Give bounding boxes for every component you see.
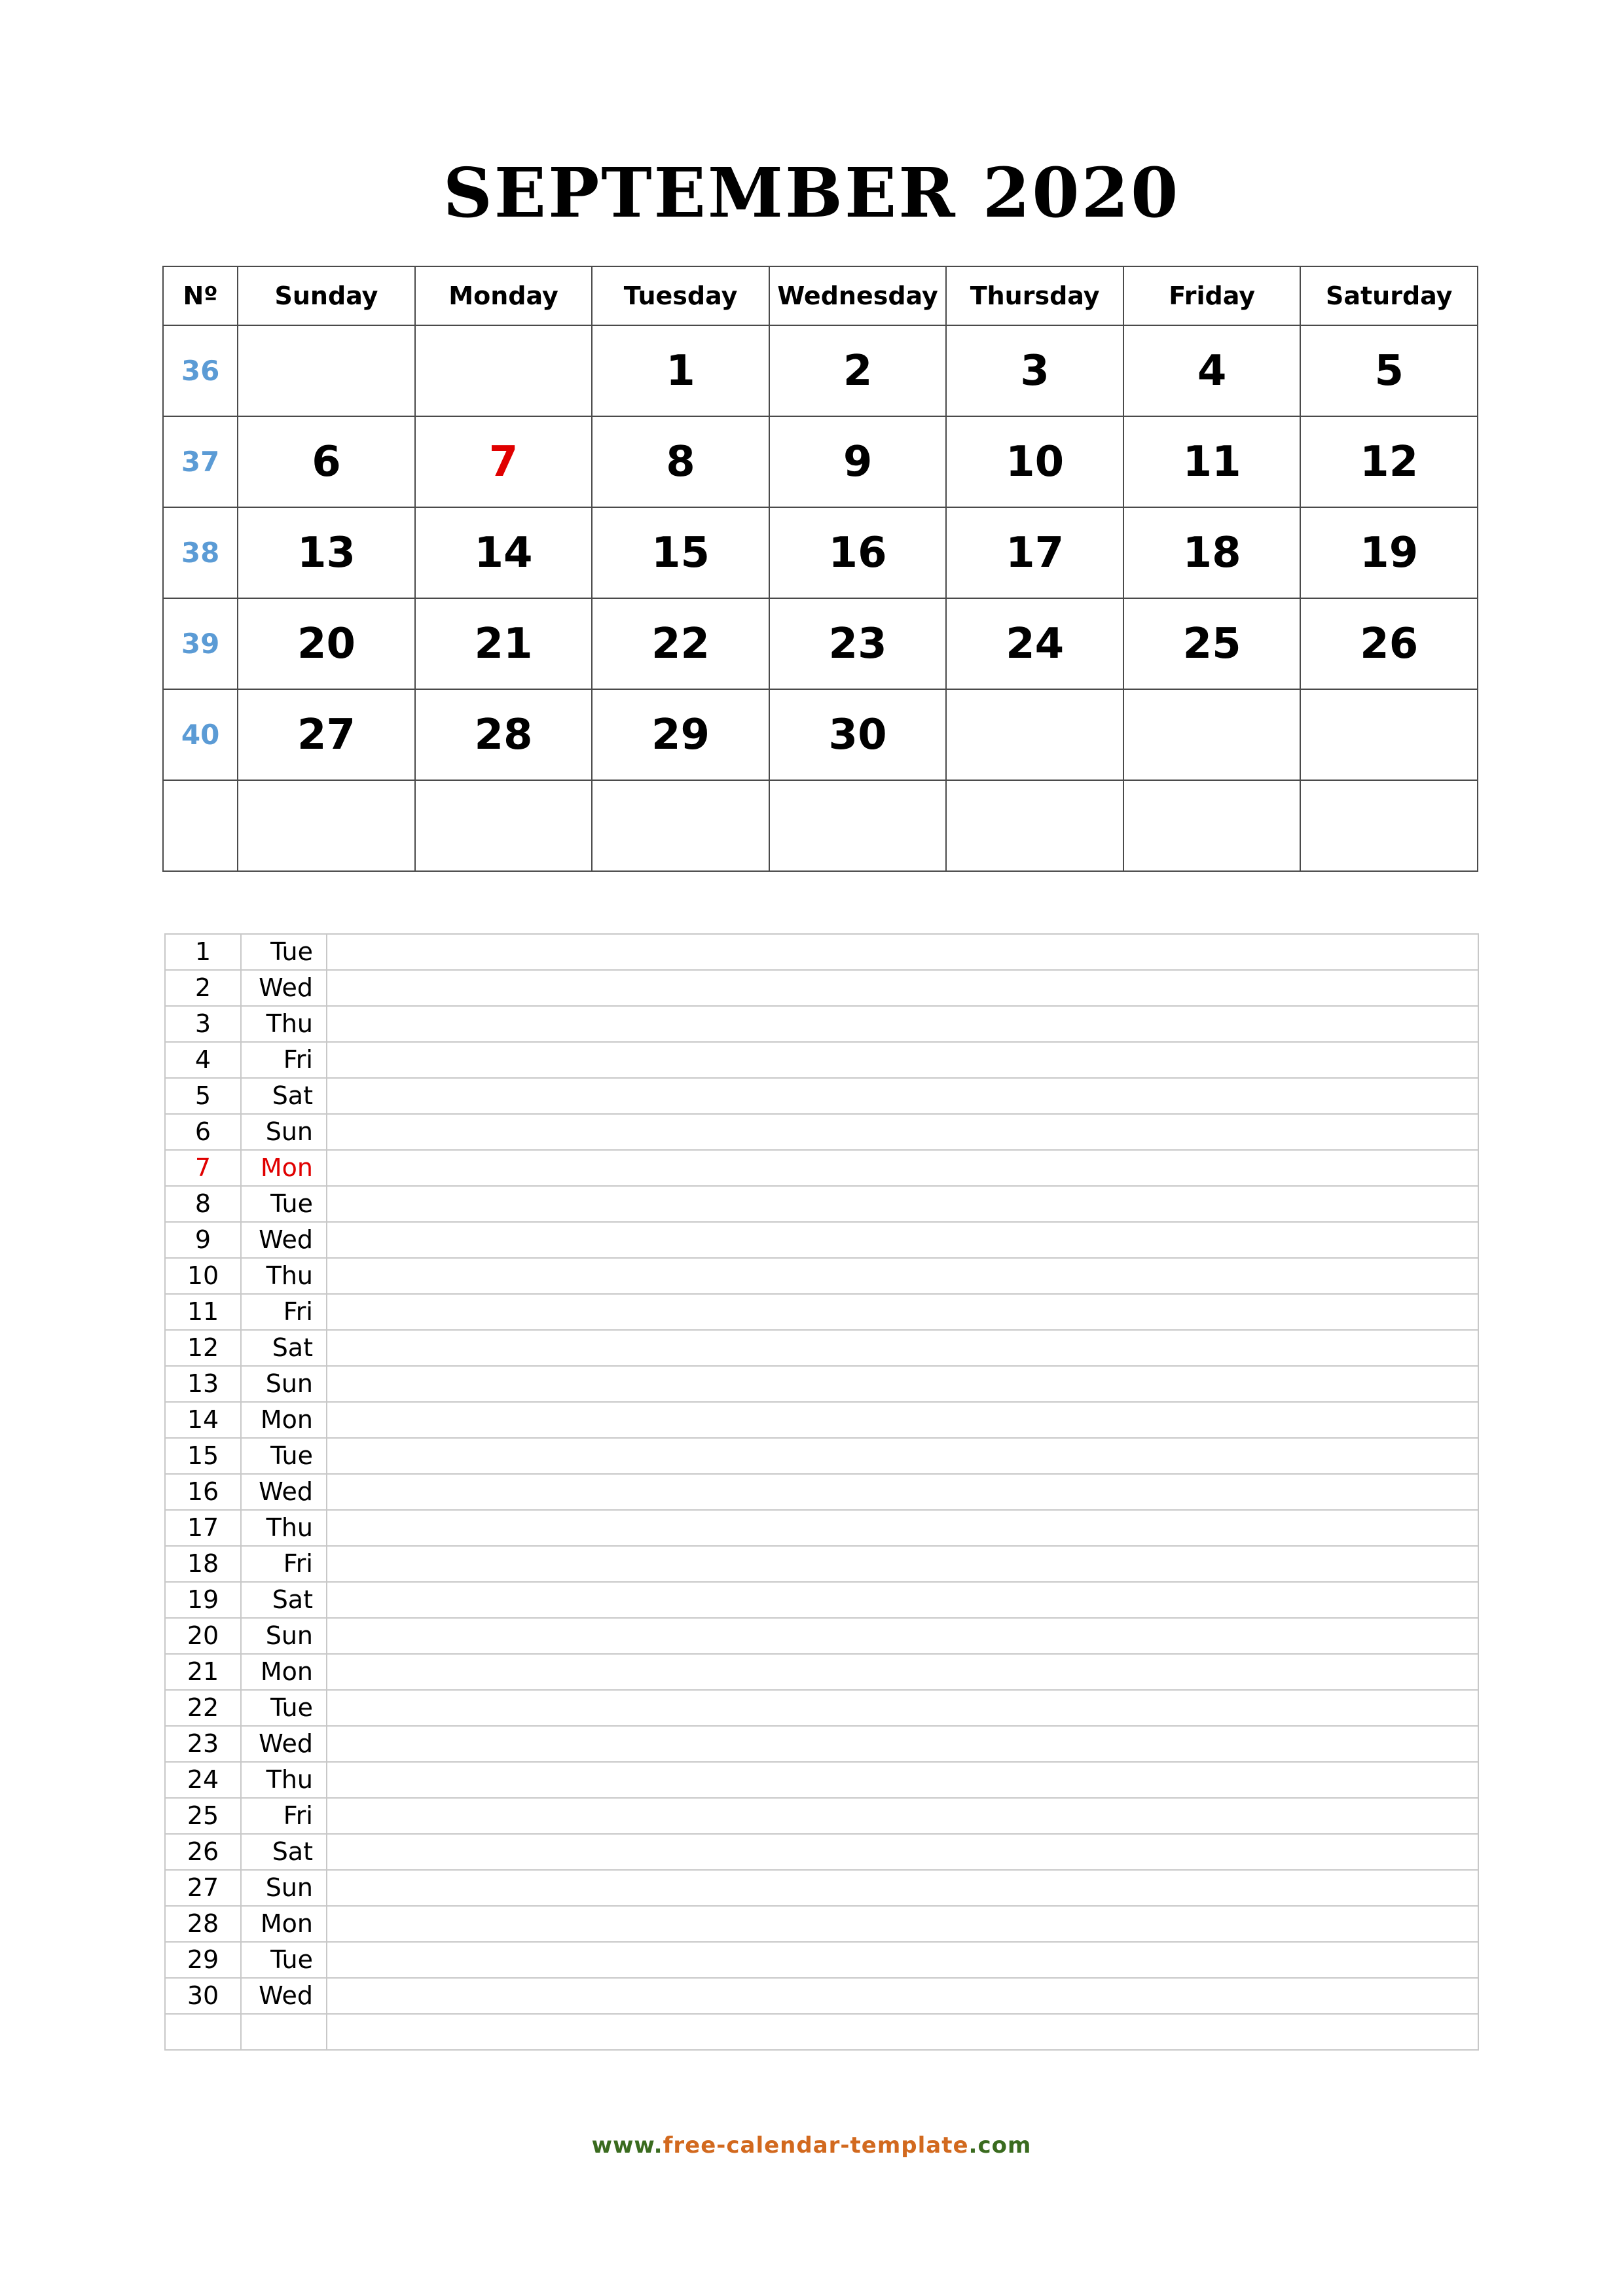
day-list-weekday: Wed: [241, 1978, 327, 2014]
day-list-weekday: Sat: [241, 1834, 327, 1870]
day-list-row: [165, 1366, 1478, 1402]
week-row: [163, 416, 1478, 507]
day-list-note-cell[interactable]: [327, 1762, 1478, 1798]
day-list-row: [165, 1222, 1478, 1258]
day-cell: 6: [238, 416, 415, 507]
day-cell: 12: [1300, 416, 1478, 507]
day-list-weekday: Tue: [241, 1186, 327, 1222]
month-grid: [162, 266, 1478, 872]
week-row: [163, 598, 1478, 689]
day-list-row: [165, 1762, 1478, 1798]
day-cell: [238, 780, 415, 871]
day-cell: 9: [769, 416, 947, 507]
week-number-header: Nº: [163, 266, 238, 325]
day-cell: [415, 780, 593, 871]
day-list-weekday: Tue: [241, 934, 327, 970]
day-list-number: [165, 2014, 241, 2050]
day-list-row: [165, 1654, 1478, 1690]
day-list-number: 13: [165, 1366, 241, 1402]
day-list-note-cell[interactable]: [327, 1510, 1478, 1546]
day-list-number: 4: [165, 1042, 241, 1078]
day-list-note-cell[interactable]: [327, 1366, 1478, 1402]
day-list-weekday: Wed: [241, 970, 327, 1006]
day-cell: [1123, 689, 1301, 780]
day-list-row: [165, 1546, 1478, 1582]
day-cell: 10: [946, 416, 1123, 507]
day-list-row: [165, 1906, 1478, 1942]
day-list-note-cell[interactable]: [327, 934, 1478, 970]
day-cell: 20: [238, 598, 415, 689]
day-list-weekday: Fri: [241, 1546, 327, 1582]
day-list-number: 25: [165, 1798, 241, 1834]
day-list-row: [165, 1582, 1478, 1618]
day-list-row: [165, 1006, 1478, 1042]
day-list-row: [165, 1798, 1478, 1834]
day-cell: 13: [238, 507, 415, 598]
day-list-note-cell[interactable]: [327, 1870, 1478, 1906]
day-list-note-cell[interactable]: [327, 1438, 1478, 1474]
day-list-note-cell[interactable]: [327, 1798, 1478, 1834]
day-list-note-cell[interactable]: [327, 1114, 1478, 1150]
calendar-title: SEPTEMBER 2020: [443, 152, 1180, 233]
day-list-number: 18: [165, 1546, 241, 1582]
day-cell: 2: [769, 325, 947, 416]
day-list-note-cell[interactable]: [327, 1186, 1478, 1222]
day-list-weekday: [241, 2014, 327, 2050]
day-list-number: 14: [165, 1402, 241, 1438]
day-cell: [1123, 780, 1301, 871]
day-list-note-cell[interactable]: [327, 1906, 1478, 1942]
day-header-monday: Monday: [415, 266, 593, 325]
day-cell: 21: [415, 598, 593, 689]
day-cell: 25: [1123, 598, 1301, 689]
day-list-note-cell[interactable]: [327, 1150, 1478, 1186]
day-header-thursday: Thursday: [946, 266, 1123, 325]
day-list-weekday: Sun: [241, 1618, 327, 1654]
day-list-weekday: Thu: [241, 1762, 327, 1798]
day-list-number: 28: [165, 1906, 241, 1942]
day-list-weekday: Mon: [241, 1654, 327, 1690]
day-list-row: [165, 1726, 1478, 1762]
day-cell: 18: [1123, 507, 1301, 598]
day-cell: 23: [769, 598, 947, 689]
day-list-note-cell[interactable]: [327, 1258, 1478, 1294]
footer-tld: .com: [968, 2132, 1032, 2159]
day-cell: 1: [592, 325, 769, 416]
week-row: [163, 689, 1478, 780]
day-cell: 15: [592, 507, 769, 598]
day-list-weekday: Sun: [241, 1870, 327, 1906]
day-list-row: [165, 1114, 1478, 1150]
day-list-weekday: Sat: [241, 1078, 327, 1114]
day-list-row: [165, 934, 1478, 970]
day-list-number: 7: [165, 1150, 241, 1186]
day-list-number: 16: [165, 1474, 241, 1510]
day-header-friday: Friday: [1123, 266, 1301, 325]
day-list-weekday: Sun: [241, 1114, 327, 1150]
day-cell: [238, 325, 415, 416]
day-cell: 30: [769, 689, 947, 780]
day-list-weekday: Sat: [241, 1582, 327, 1618]
day-list-note-cell[interactable]: [327, 1942, 1478, 1978]
week-number: 36: [163, 325, 238, 416]
day-header-sunday: Sunday: [238, 266, 415, 325]
day-list: [164, 933, 1479, 2051]
day-list-weekday: Tue: [241, 1690, 327, 1726]
day-list-note-cell[interactable]: [327, 1078, 1478, 1114]
day-cell: 24: [946, 598, 1123, 689]
footer-www: www.: [591, 2132, 663, 2159]
day-cell: 7: [415, 416, 593, 507]
day-cell: [415, 325, 593, 416]
day-list-row: [165, 1510, 1478, 1546]
day-list-weekday: Mon: [241, 1906, 327, 1942]
day-cell: 29: [592, 689, 769, 780]
day-list-note-cell[interactable]: [327, 1690, 1478, 1726]
day-cell: 17: [946, 507, 1123, 598]
day-list-note-cell[interactable]: [327, 1726, 1478, 1762]
footer-domain: free-calendar-template: [663, 2132, 969, 2159]
day-list-weekday: Fri: [241, 1294, 327, 1330]
day-list-weekday: Tue: [241, 1942, 327, 1978]
day-cell: 26: [1300, 598, 1478, 689]
footer-website[interactable]: [0, 2132, 1623, 2159]
day-cell: 22: [592, 598, 769, 689]
day-list-note-cell[interactable]: [327, 1474, 1478, 1510]
day-list-number: 20: [165, 1618, 241, 1654]
day-list-weekday: Thu: [241, 1510, 327, 1546]
day-list-row: [165, 1978, 1478, 2014]
day-list-weekday: Mon: [241, 1402, 327, 1438]
day-cell: 19: [1300, 507, 1478, 598]
day-cell: 28: [415, 689, 593, 780]
day-list-weekday: Fri: [241, 1042, 327, 1078]
day-list-note-cell[interactable]: [327, 1006, 1478, 1042]
day-list-note-cell[interactable]: [327, 1402, 1478, 1438]
week-number: 37: [163, 416, 238, 507]
day-list-row: [165, 970, 1478, 1006]
day-list-note-cell[interactable]: [327, 1618, 1478, 1654]
day-list-row: [165, 1870, 1478, 1906]
day-list-number: 6: [165, 1114, 241, 1150]
day-list-row: [165, 1942, 1478, 1978]
day-list-number: 30: [165, 1978, 241, 2014]
day-list-row: [165, 1330, 1478, 1366]
day-list-note-cell[interactable]: [327, 1042, 1478, 1078]
day-list-note-cell[interactable]: [327, 1978, 1478, 2014]
day-cell: [946, 780, 1123, 871]
day-list-number: 29: [165, 1942, 241, 1978]
day-header-saturday: Saturday: [1300, 266, 1478, 325]
day-cell: [1300, 780, 1478, 871]
day-list-note-cell[interactable]: [327, 1654, 1478, 1690]
day-list-row: [165, 1690, 1478, 1726]
day-list-number: 23: [165, 1726, 241, 1762]
day-list-number: 5: [165, 1078, 241, 1114]
day-list-number: 9: [165, 1222, 241, 1258]
day-list-row: [165, 1618, 1478, 1654]
month-grid-header-row: [163, 266, 1478, 325]
day-list-note-cell[interactable]: [327, 2014, 1478, 2050]
day-list-row: [165, 1042, 1478, 1078]
day-list-weekday: Wed: [241, 1474, 327, 1510]
day-list-number: 1: [165, 934, 241, 970]
day-list-number: 22: [165, 1690, 241, 1726]
day-list-number: 8: [165, 1186, 241, 1222]
day-list-row: [165, 1474, 1478, 1510]
day-cell: [592, 780, 769, 871]
day-header-tuesday: Tuesday: [592, 266, 769, 325]
week-row: [163, 780, 1478, 871]
day-list-row: [165, 1834, 1478, 1870]
week-number: 39: [163, 598, 238, 689]
day-list-weekday: Tue: [241, 1438, 327, 1474]
day-list-note-cell[interactable]: [327, 970, 1478, 1006]
day-list-note-cell[interactable]: [327, 1546, 1478, 1582]
week-row: [163, 507, 1478, 598]
day-list-weekday: Thu: [241, 1258, 327, 1294]
day-list-number: 10: [165, 1258, 241, 1294]
day-list-row: [165, 1258, 1478, 1294]
day-list-number: 2: [165, 970, 241, 1006]
day-list-number: 26: [165, 1834, 241, 1870]
day-list-weekday: Wed: [241, 1726, 327, 1762]
day-list-number: 19: [165, 1582, 241, 1618]
day-list-number: 17: [165, 1510, 241, 1546]
week-number: 40: [163, 689, 238, 780]
week-number: [163, 780, 238, 871]
day-cell: 4: [1123, 325, 1301, 416]
day-cell: 27: [238, 689, 415, 780]
week-number: 38: [163, 507, 238, 598]
week-row: [163, 325, 1478, 416]
day-cell: 16: [769, 507, 947, 598]
day-list-row: [165, 1402, 1478, 1438]
day-list-note-cell[interactable]: [327, 1330, 1478, 1366]
day-cell: 8: [592, 416, 769, 507]
day-list-weekday: Wed: [241, 1222, 327, 1258]
day-list-weekday: Sun: [241, 1366, 327, 1402]
day-cell: [769, 780, 947, 871]
day-header-wednesday: Wednesday: [769, 266, 947, 325]
day-cell: 11: [1123, 416, 1301, 507]
day-list-note-cell[interactable]: [327, 1294, 1478, 1330]
day-list-note-cell[interactable]: [327, 1222, 1478, 1258]
day-list-number: 15: [165, 1438, 241, 1474]
day-list-row: [165, 2014, 1478, 2050]
day-list-weekday: Thu: [241, 1006, 327, 1042]
day-list-row: [165, 1186, 1478, 1222]
day-list-number: 11: [165, 1294, 241, 1330]
day-list-weekday: Mon: [241, 1150, 327, 1186]
day-list-number: 27: [165, 1870, 241, 1906]
day-list-number: 12: [165, 1330, 241, 1366]
day-cell: [946, 689, 1123, 780]
day-cell: 5: [1300, 325, 1478, 416]
day-list-number: 3: [165, 1006, 241, 1042]
day-list-row: [165, 1150, 1478, 1186]
day-list-weekday: Fri: [241, 1798, 327, 1834]
day-list-note-cell[interactable]: [327, 1834, 1478, 1870]
day-list-row: [165, 1294, 1478, 1330]
day-cell: 3: [946, 325, 1123, 416]
day-list-note-cell[interactable]: [327, 1582, 1478, 1618]
day-list-number: 21: [165, 1654, 241, 1690]
day-list-row: [165, 1078, 1478, 1114]
day-list-weekday: Sat: [241, 1330, 327, 1366]
day-list-row: [165, 1438, 1478, 1474]
day-cell: [1300, 689, 1478, 780]
day-cell: 14: [415, 507, 593, 598]
day-list-number: 24: [165, 1762, 241, 1798]
